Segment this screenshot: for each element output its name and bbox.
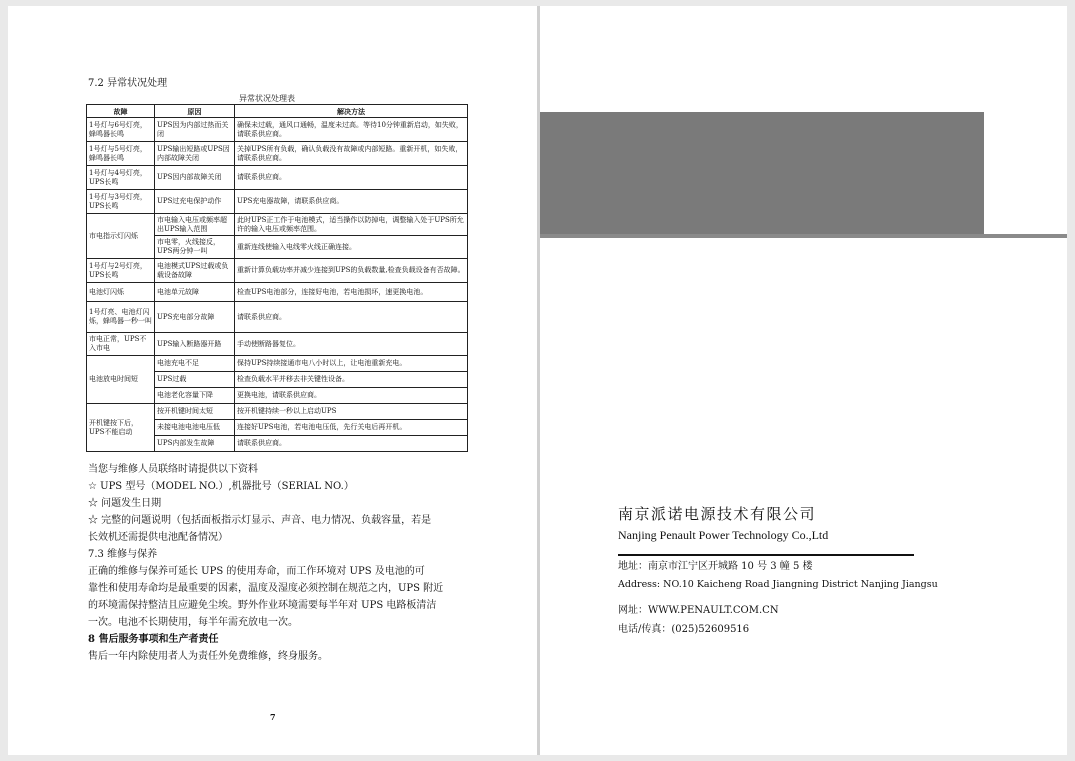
page-number: 7 [270,712,276,722]
contact-item: ☆ 完整的问题说明（包括面板指示灯显示、声音、电力情况、负载容量，若是 [88,515,432,526]
table-row [87,166,468,190]
table-row [87,302,468,333]
fault-cell: 1号灯与5号灯亮，蜂鸣器长鸣 [87,142,155,166]
contact-item: 长效机还需提供电池配备情况） [88,532,228,543]
fault-cell: 1号灯与2号灯亮，UPS长鸣 [87,259,155,283]
cause-cell: 电池老化容量下降 [155,388,235,404]
table-row [87,283,468,302]
table-caption: 异常状况处理表 [239,94,295,103]
gray-band [540,112,984,162]
right-page [540,6,1067,755]
cause-cell: UPS输入断路器开路 [155,333,235,356]
company-name-en: Nanjing Penault Power Technology Co.,Ltd [618,528,829,542]
maintenance-line: 的环境需保持整洁且应避免尘埃。野外作业环境需要每半年对 UPS 电路板清洁 [88,600,437,611]
contact-item: ☆ UPS 型号（MODEL NO.）,机器批号（SERIAL NO.） [88,481,354,492]
cause-cell: 市电零，火线接反，UPS两分钟一叫 [155,236,235,259]
solution-cell: 手动使断路器复位。 [235,333,468,356]
maintenance-line: 正确的维修与保养可延长 UPS 的使用寿命，而工作环境对 UPS 及电池的可 [88,566,425,577]
website: 网址：WWW.PENAULT.COM.CN [618,605,779,616]
cause-cell: 电池充电不足 [155,356,235,372]
cause-cell: 按开机键时间太短 [155,404,235,420]
fault-cell: 1号灯与3号灯亮，UPS长鸣 [87,190,155,214]
fault-cell: 开机键按下后，UPS不能启动 [87,404,155,452]
company-name-cn: 南京派诺电源技术有限公司 [618,505,817,523]
solution-cell: 保持UPS持续接通市电八小时以上，让电池重新充电。 [235,356,468,372]
table-row [87,259,468,283]
cause-cell: UPS充电部分故障 [155,302,235,333]
cause-cell: UPS过充电保护动作 [155,190,235,214]
contact-item: ☆ 问题发生日期 [88,498,162,509]
table-row [87,214,468,236]
cause-cell: 电池单元故障 [155,283,235,302]
cause-cell: UPS过载 [155,372,235,388]
service-line: 售后一年内除使用者人为责任外免费维修，终身服务。 [88,651,328,662]
address-cn: 地址：南京市江宁区开城路 10 号 3 幢 5 楼 [618,561,813,572]
solution-cell: 请联系供应商。 [235,166,468,190]
solution-cell: 按开机键持续一秒以上启动UPS [235,404,468,420]
table-row [87,404,468,420]
contact-intro: 当您与维修人员联络时请提供以下资料 [88,464,258,475]
header-solution: 解决方法 [235,105,468,118]
fault-cell: 电池灯闪烁 [87,283,155,302]
section-7-2-heading: 7.2 异常状况处理 [88,78,168,89]
fault-table [86,104,468,452]
cause-cell: UPS因内部故障关闭 [155,166,235,190]
solution-cell: 连接好UPS电池，若电池电压低，先行关电后再开机。 [235,420,468,436]
header-cause: 原因 [155,105,235,118]
solution-cell: 重新计算负载功率并减少连接到UPS的负载数量,检查负载设备有否故障。 [235,259,468,283]
fault-cell: 1号灯与4号灯亮，UPS长鸣 [87,166,155,190]
cause-cell: UPS因为内部过热而关闭 [155,118,235,142]
left-page [8,6,537,755]
table-row [87,142,468,166]
solution-cell: 检查UPS电池部分，连接好电池，若电池损坏，速更换电池。 [235,283,468,302]
solution-cell: 更换电池，请联系供应商。 [235,388,468,404]
cause-cell: UPS内部发生故障 [155,436,235,452]
address-en: Address: NO.10 Kaicheng Road Jiangning District Nanjing Jiangsu [618,579,938,590]
maintenance-line: 一次。电池不长期使用，每半年需充放电一次。 [88,617,298,628]
table-row [87,190,468,214]
cause-cell: UPS输出短路或UPS因内部故障关闭 [155,142,235,166]
fault-cell: 市电正常，UPS不入市电 [87,333,155,356]
table-row [87,356,468,372]
divider [618,554,914,556]
maintenance-line: 靠性和使用寿命均是最重要的因素，温度及湿度必须控制在规范之内，UPS 附近 [88,583,444,594]
section-8-heading: 8 售后服务事项和生产者责任 [88,634,219,645]
solution-cell: 重新连线使输入电线零火线正确连接。 [235,236,468,259]
white-notch [984,162,1067,234]
solution-cell: 请联系供应商。 [235,436,468,452]
section-7-3-heading: 7.3 维修与保养 [88,549,158,560]
phone-fax: 电话/传真：(025)52609516 [618,624,750,635]
cause-cell: 未接电池电池电压低 [155,420,235,436]
cause-cell: 市电输入电压或频率超出UPS输入范围 [155,214,235,236]
table-row [87,118,468,142]
solution-cell: 此时UPS正工作于电池模式，适当操作以防掉电，调整输入处于UPS所允许的输入电压或频率范围。 [235,214,468,236]
table-row [87,333,468,356]
fault-cell: 市电指示灯闪烁 [87,214,155,259]
fault-cell: 电池放电时间短 [87,356,155,404]
solution-cell: 确保未过载，通风口通畅，温度未过高。等待10分钟重新启动，如失败，请联系供应商。 [235,118,468,142]
white-notch [984,112,1067,162]
header-fault: 故障 [87,105,155,118]
fault-cell: 1号灯与6号灯亮，蜂鸣器长鸣 [87,118,155,142]
cause-cell: 电池模式UPS过载或负载设备故障 [155,259,235,283]
solution-cell: 检查负载水平并移去非关键性设备。 [235,372,468,388]
fault-cell: 1号灯亮、电池灯闪烁，蜂鸣器一秒一叫 [87,302,155,333]
solution-cell: UPS充电器故障，请联系供应商。 [235,190,468,214]
solution-cell: 请联系供应商。 [235,302,468,333]
solution-cell: 关掉UPS所有负载，确认负载没有故障或内部短路。重新开机，如失败，请联系供应商。 [235,142,468,166]
gray-band [540,234,1067,238]
